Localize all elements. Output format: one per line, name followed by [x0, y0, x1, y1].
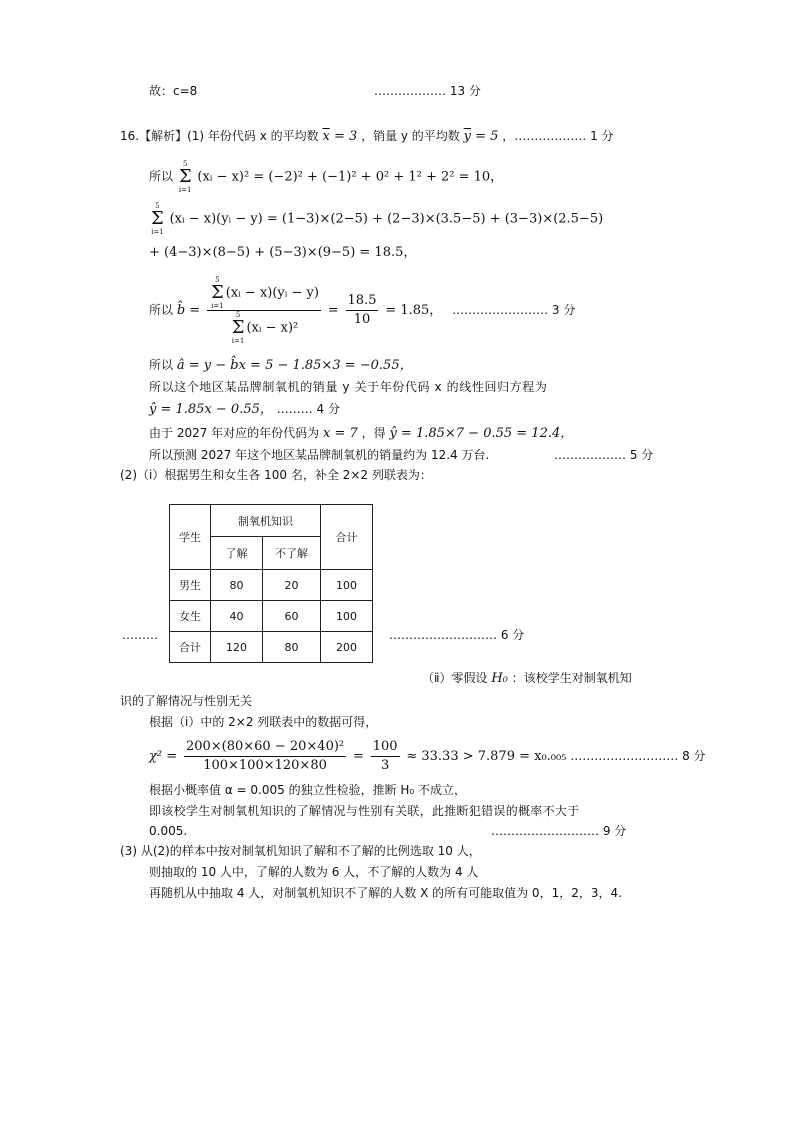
table-group-header: 制氧机知识 — [211, 505, 321, 537]
q16-intro-line — [120, 128, 614, 145]
year-calc: ŷ = 1.85×7 − 0.55 = 12.4， — [389, 426, 574, 441]
table-col-know: 了解 — [211, 537, 263, 570]
so-label: 所以 — [149, 169, 174, 184]
regression-equation: ŷ = 1.85x − 0.55， — [149, 402, 273, 417]
q16-mid: ，销量 y 的平均数 — [361, 129, 460, 143]
table-corner: 学生 — [170, 505, 211, 570]
table-left-dots: ……… — [122, 628, 158, 642]
regression-eq-line — [149, 401, 340, 418]
sigma-symbol: 5 Σ i=1 — [151, 202, 164, 236]
ybar-equation: $\overline{y} = 5$ — [463, 129, 499, 144]
q2-intro-line — [120, 467, 432, 483]
chi-fraction: $\frac{\text{200×(80×60 − 20×40)²}}{100\times 100\times 120\times 80}$ — [185, 739, 345, 773]
predict-text: 所以预测 2027 年这个地区某品牌制氧机的销量约为 12.4 万台. — [149, 448, 490, 462]
q16-intro: 16.【解析】(1) 年份代码 x 的平均数 — [120, 129, 319, 143]
score-5: ……………… 5 分 — [554, 448, 654, 462]
chi-rhs: ≈ 33.33 > 7.879 = x₀.₀₀₅ — [406, 749, 567, 764]
q3-line-1: (3) 从(2)的样本中按对制氧机知识了解和不了解的比例选取 10 人， — [120, 844, 481, 858]
from-table-line: 根据（ⅰ）中的 2×2 列联表中的数据可得， — [149, 715, 378, 729]
b-hat-result: = 1.85， — [385, 303, 443, 318]
score-5-line — [554, 447, 653, 463]
score-6: ……………………… 6 分 — [389, 628, 525, 642]
score-6-line — [389, 627, 524, 643]
contingency-table — [169, 504, 373, 663]
chi-lhs: χ² = — [149, 749, 178, 764]
conclusion-line-2: 0.005. — [149, 824, 188, 838]
score-9: ……………………… 9 分 — [491, 824, 627, 838]
table-row: 男生 80 20 100 — [170, 570, 373, 601]
b-hat-lhs: b̂ = — [176, 303, 201, 318]
a-hat-expr: â = y − b̂x = 5 − 1.85×3 = −0.55， — [176, 358, 413, 373]
b-hat-value-fraction: $\frac{18.5}{10}$ — [347, 293, 377, 327]
table-col-total: 合计 — [321, 505, 373, 570]
b-hat-line: 所以 b̂ = 5 Σ i=1 (xᵢ − x)(yᵢ − y) 5 Σ i=1 (xᵢ − x)² = $\frac{18.5}{10}$ = 1.85， …………………… 3 分 — [149, 276, 576, 345]
score-9-line — [491, 823, 626, 839]
prev-answer-text: 故：c=8 — [149, 84, 198, 98]
sum-squares-line — [149, 160, 503, 194]
year-code: x = 7 — [323, 426, 358, 441]
q3-line-3: 再随机从中抽取 4 人，对制氧机知识不了解的人数 X 的所有可能取值为 0，1，2，3，4. — [149, 886, 622, 900]
score-3: …………………… 3 分 — [452, 303, 576, 317]
sum-products-expr-a: (xᵢ − x)(yᵢ − y) = (1−3)×(2−5) + (2−3)×(3.5−5) + (3−3)×(2.5−5) — [169, 211, 604, 227]
regression-text: 所以这个地区某品牌制氧机的销量 y 关于年份代码 x 的线性回归方程为 — [149, 380, 548, 394]
a-hat-line: 所以 â = y − b̂x = 5 − 1.85×3 = −0.55， — [149, 358, 413, 373]
h0-symbol: H₀ — [491, 671, 508, 686]
prev-answer-score: ……………… 13 分 — [374, 84, 481, 98]
hypothesis-line-2: 识的了解情况与性别无关 — [120, 694, 253, 708]
table-col-notknow: 不了解 — [263, 537, 321, 570]
sum-squares-expr: (xᵢ − x)² = (−2)² + (−1)² + 0² + 1² + 2² = 10， — [197, 169, 504, 185]
year-line: 由于 2027 年对应的年份代码为 x = 7 ，得 ŷ = 1.85×7 − 0.55 = 12.4， — [149, 426, 574, 441]
table-row: 合计 120 80 200 — [170, 632, 373, 663]
predict-line — [149, 447, 489, 463]
chi-simplified-fraction: $\frac{100}{3}$ — [372, 739, 398, 773]
regression-text-line — [149, 379, 547, 395]
sigma-symbol: 5 Σ i=1 — [178, 160, 192, 194]
chi-square-line: χ² = $\frac{\text{200×(80×60 − 20×40)²}}{100\times 100\times 120\times 80}$ = $\frac{100}{3}$ ≈ 33.33 > 7.879 = x₀.₀₀₅ ……………………… 8 分 — [149, 739, 706, 773]
prev-answer-line — [149, 83, 197, 99]
sum-products-line-2 — [149, 244, 416, 261]
hypothesis-line: （ⅱ）零假设 H₀ ：该校学生对制氧机知 — [422, 671, 632, 686]
q3-line-2: 则抽取的 10 人中，了解的人数为 6 人，不了解的人数为 4 人 — [149, 865, 479, 879]
sum-products-expr-b: + (4−3)×(8−5) + (5−3)×(9−5) = 18.5， — [149, 245, 417, 260]
sum-products-line — [149, 202, 603, 236]
table-row: 女生 40 60 100 — [170, 601, 373, 632]
conclusion-line: 即该校学生对制氧机知识的了解情况与性别有关联，此推断犯错误的概率不大于 — [149, 804, 580, 818]
xbar-equation: $\overline{x} = 3$ — [322, 129, 358, 144]
b-hat-fraction: 5 Σ i=1 (xᵢ − x)(yᵢ − y) 5 Σ i=1 (xᵢ − x)² — [207, 276, 321, 345]
score-4: ……… 4 分 — [276, 402, 340, 416]
alpha-line: 根据小概率值 α = 0.005 的独立性检验，推断 H₀ 不成立， — [149, 783, 467, 797]
score-1: ，……………… 1 分 — [502, 129, 614, 143]
q2-intro: (2)（ⅰ）根据男生和女生各 100 名，补全 2×2 列联表为： — [120, 468, 432, 482]
score-8: ……………………… 8 分 — [570, 749, 706, 763]
